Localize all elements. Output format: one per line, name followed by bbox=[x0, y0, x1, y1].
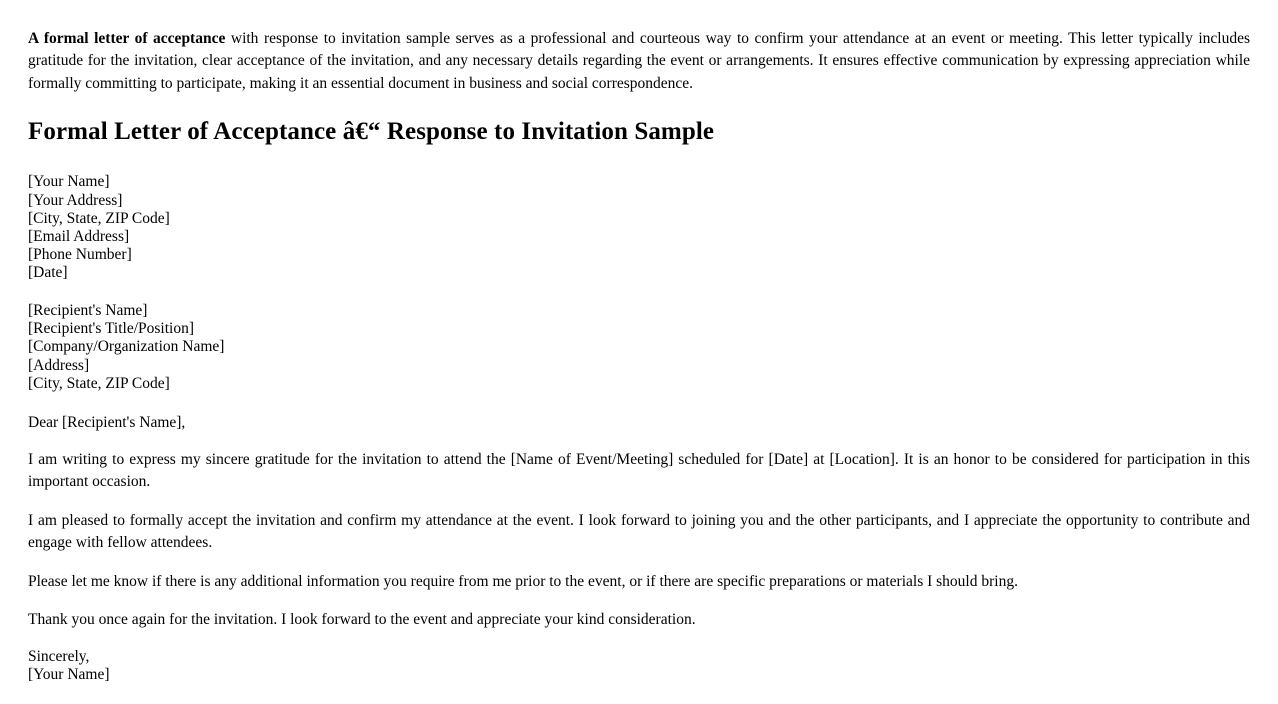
signature-name: [Your Name] bbox=[28, 665, 110, 683]
sender-line: [City, State, ZIP Code] bbox=[28, 209, 170, 227]
sender-line: [Your Name] bbox=[28, 173, 110, 191]
recipient-line: [Company/Organization Name] bbox=[28, 338, 225, 356]
intro-paragraph bbox=[28, 28, 1250, 95]
sender-address-block bbox=[28, 173, 1250, 282]
page-title: Formal Letter of Acceptance â€“ Response to Invitation Sample bbox=[28, 118, 715, 146]
closing-block bbox=[28, 648, 1250, 684]
sender-line: [Phone Number] bbox=[28, 245, 132, 263]
body-paragraph: Thank you once again for the invitation. I look forward to the event and appreciate your kind consideration. bbox=[28, 611, 696, 629]
sender-line: [Your Address] bbox=[28, 191, 123, 209]
recipient-line: [Address] bbox=[28, 356, 90, 374]
sender-line: [Date] bbox=[28, 264, 68, 282]
body-paragraph: Please let me know if there is any additional information you require from me prior to the event, or if there are specific preparations or materials I should bring. bbox=[28, 572, 1018, 590]
recipient-line: [Recipient's Title/Position] bbox=[28, 320, 194, 338]
sender-line: [Email Address] bbox=[28, 227, 130, 245]
body-paragraph: I am writing to express my sincere gratitude for the invitation to attend the [Name of Event/Meeting] scheduled for [Date] at [Location]. It is an honor to be considered for participation in this important occasion. bbox=[28, 450, 1250, 491]
intro-lead-bold: A formal letter of acceptance bbox=[28, 30, 226, 47]
recipient-line: [City, State, ZIP Code] bbox=[28, 374, 170, 392]
closing-line: Sincerely, bbox=[28, 647, 90, 665]
salutation: Dear [Recipient's Name], bbox=[28, 413, 186, 431]
body-paragraph: I am pleased to formally accept the invitation and confirm my attendance at the event. I look forward to joining you and the other participants, and I appreciate the opportunity to contribute and engage with fellow attendees. bbox=[28, 511, 1250, 552]
recipient-address-block bbox=[28, 302, 1250, 393]
intro-rest: with response to invitation sample serves as a professional and courteous way to confirm your attendance at an event or meeting. This letter typically includes gratitude for the invitation, clear acceptance of the invitation, and any necessary details regarding the event or arrangements. It ensures effective communication by expressing appreciation while formally committing to participate, making it an essential document in business and social correspondence. bbox=[28, 30, 1250, 92]
recipient-line: [Recipient's Name] bbox=[28, 302, 148, 320]
